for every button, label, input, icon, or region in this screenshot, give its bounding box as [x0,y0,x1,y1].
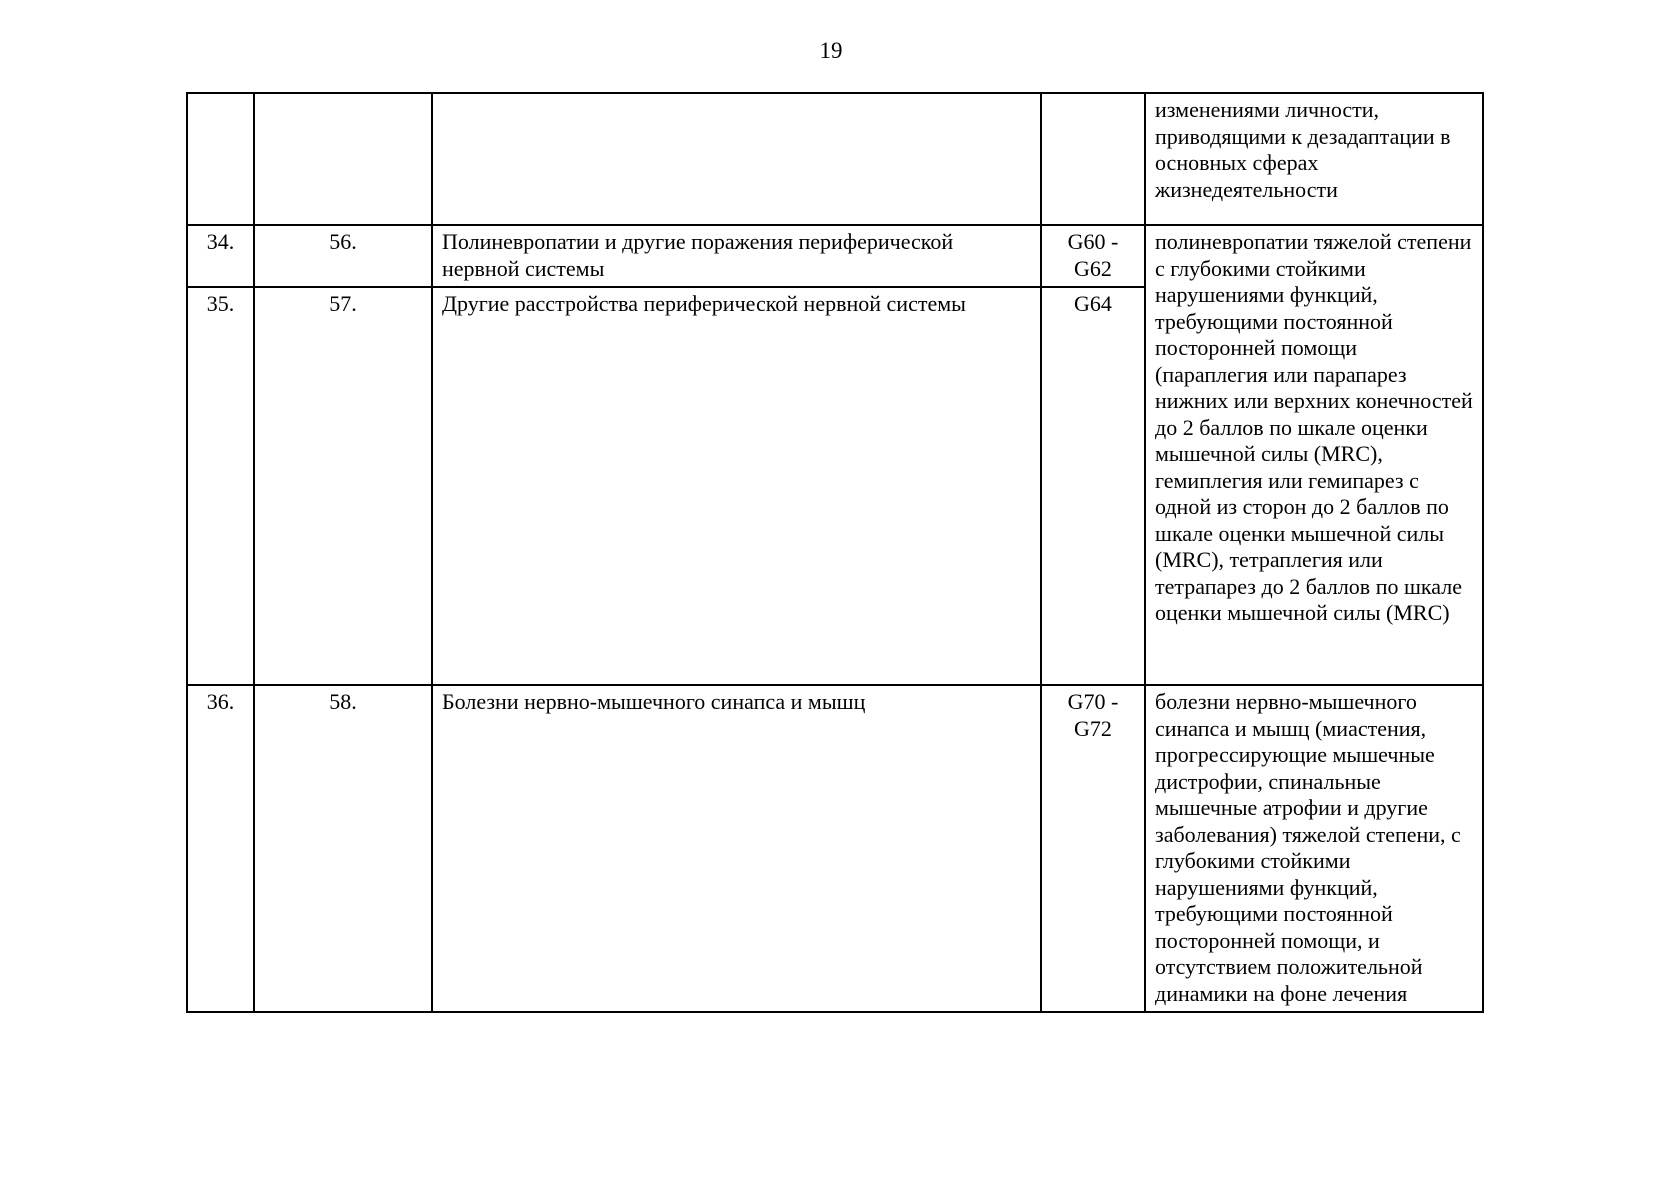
icd-code-cell: G64 [1041,287,1145,685]
item-number-cell: 58. [254,685,432,1012]
item-number-cell: 57. [254,287,432,685]
table-row [187,225,1483,287]
criteria-cell: болезни нервно-мышечного синапса и мышц (миастения, прогрессирующие мышечные дистрофии, спинальные мышечные атрофии и другие заболевания) тяжелой степени, с глубокими стойкими нарушениями функций, требующими постоянной посторонней помощи, и отсутствием положительной динамики на фоне лечения [1145,685,1483,1012]
row-number-cell: 35. [187,287,254,685]
criteria-cell: изменениями личности, приводящими к дезадаптации в основных сферах жизнедеятельности [1145,93,1483,225]
icd-code-cell [1041,93,1145,225]
row-number-cell [187,93,254,225]
row-number-cell: 36. [187,685,254,1012]
item-number-cell [254,93,432,225]
page-number: 19 [819,38,843,63]
item-number-cell: 56. [254,225,432,287]
disease-name-cell [432,93,1041,225]
icd-code-cell: G60 - G62 [1041,225,1145,287]
icd-code-cell: G70 - G72 [1041,685,1145,1012]
criteria-cell: полиневропатии тяжелой степени с глубокими стойкими нарушениями функций, требующими постоянной посторонней помощи (параплегия или парапарез нижних или верхних конечностей до 2 баллов по шкале оценки мышечной силы (MRC), гемиплегия или гемипарез с одной из сторон до 2 баллов по шкале оценки мышечной силы (MRC), тетраплегия или тетрапарез до 2 баллов по шкале оценки мышечной силы (MRC) [1145,225,1483,685]
table-row [187,685,1483,1012]
table-row [187,93,1483,225]
disease-name-cell: Болезни нервно-мышечного синапса и мышц [432,685,1041,1012]
disease-name-cell: Другие расстройства периферической нервной системы [432,287,1041,685]
disease-name-cell: Полиневропатии и другие поражения периферической нервной системы [432,225,1041,287]
row-number-cell: 34. [187,225,254,287]
diagnosis-table [186,92,1484,1013]
